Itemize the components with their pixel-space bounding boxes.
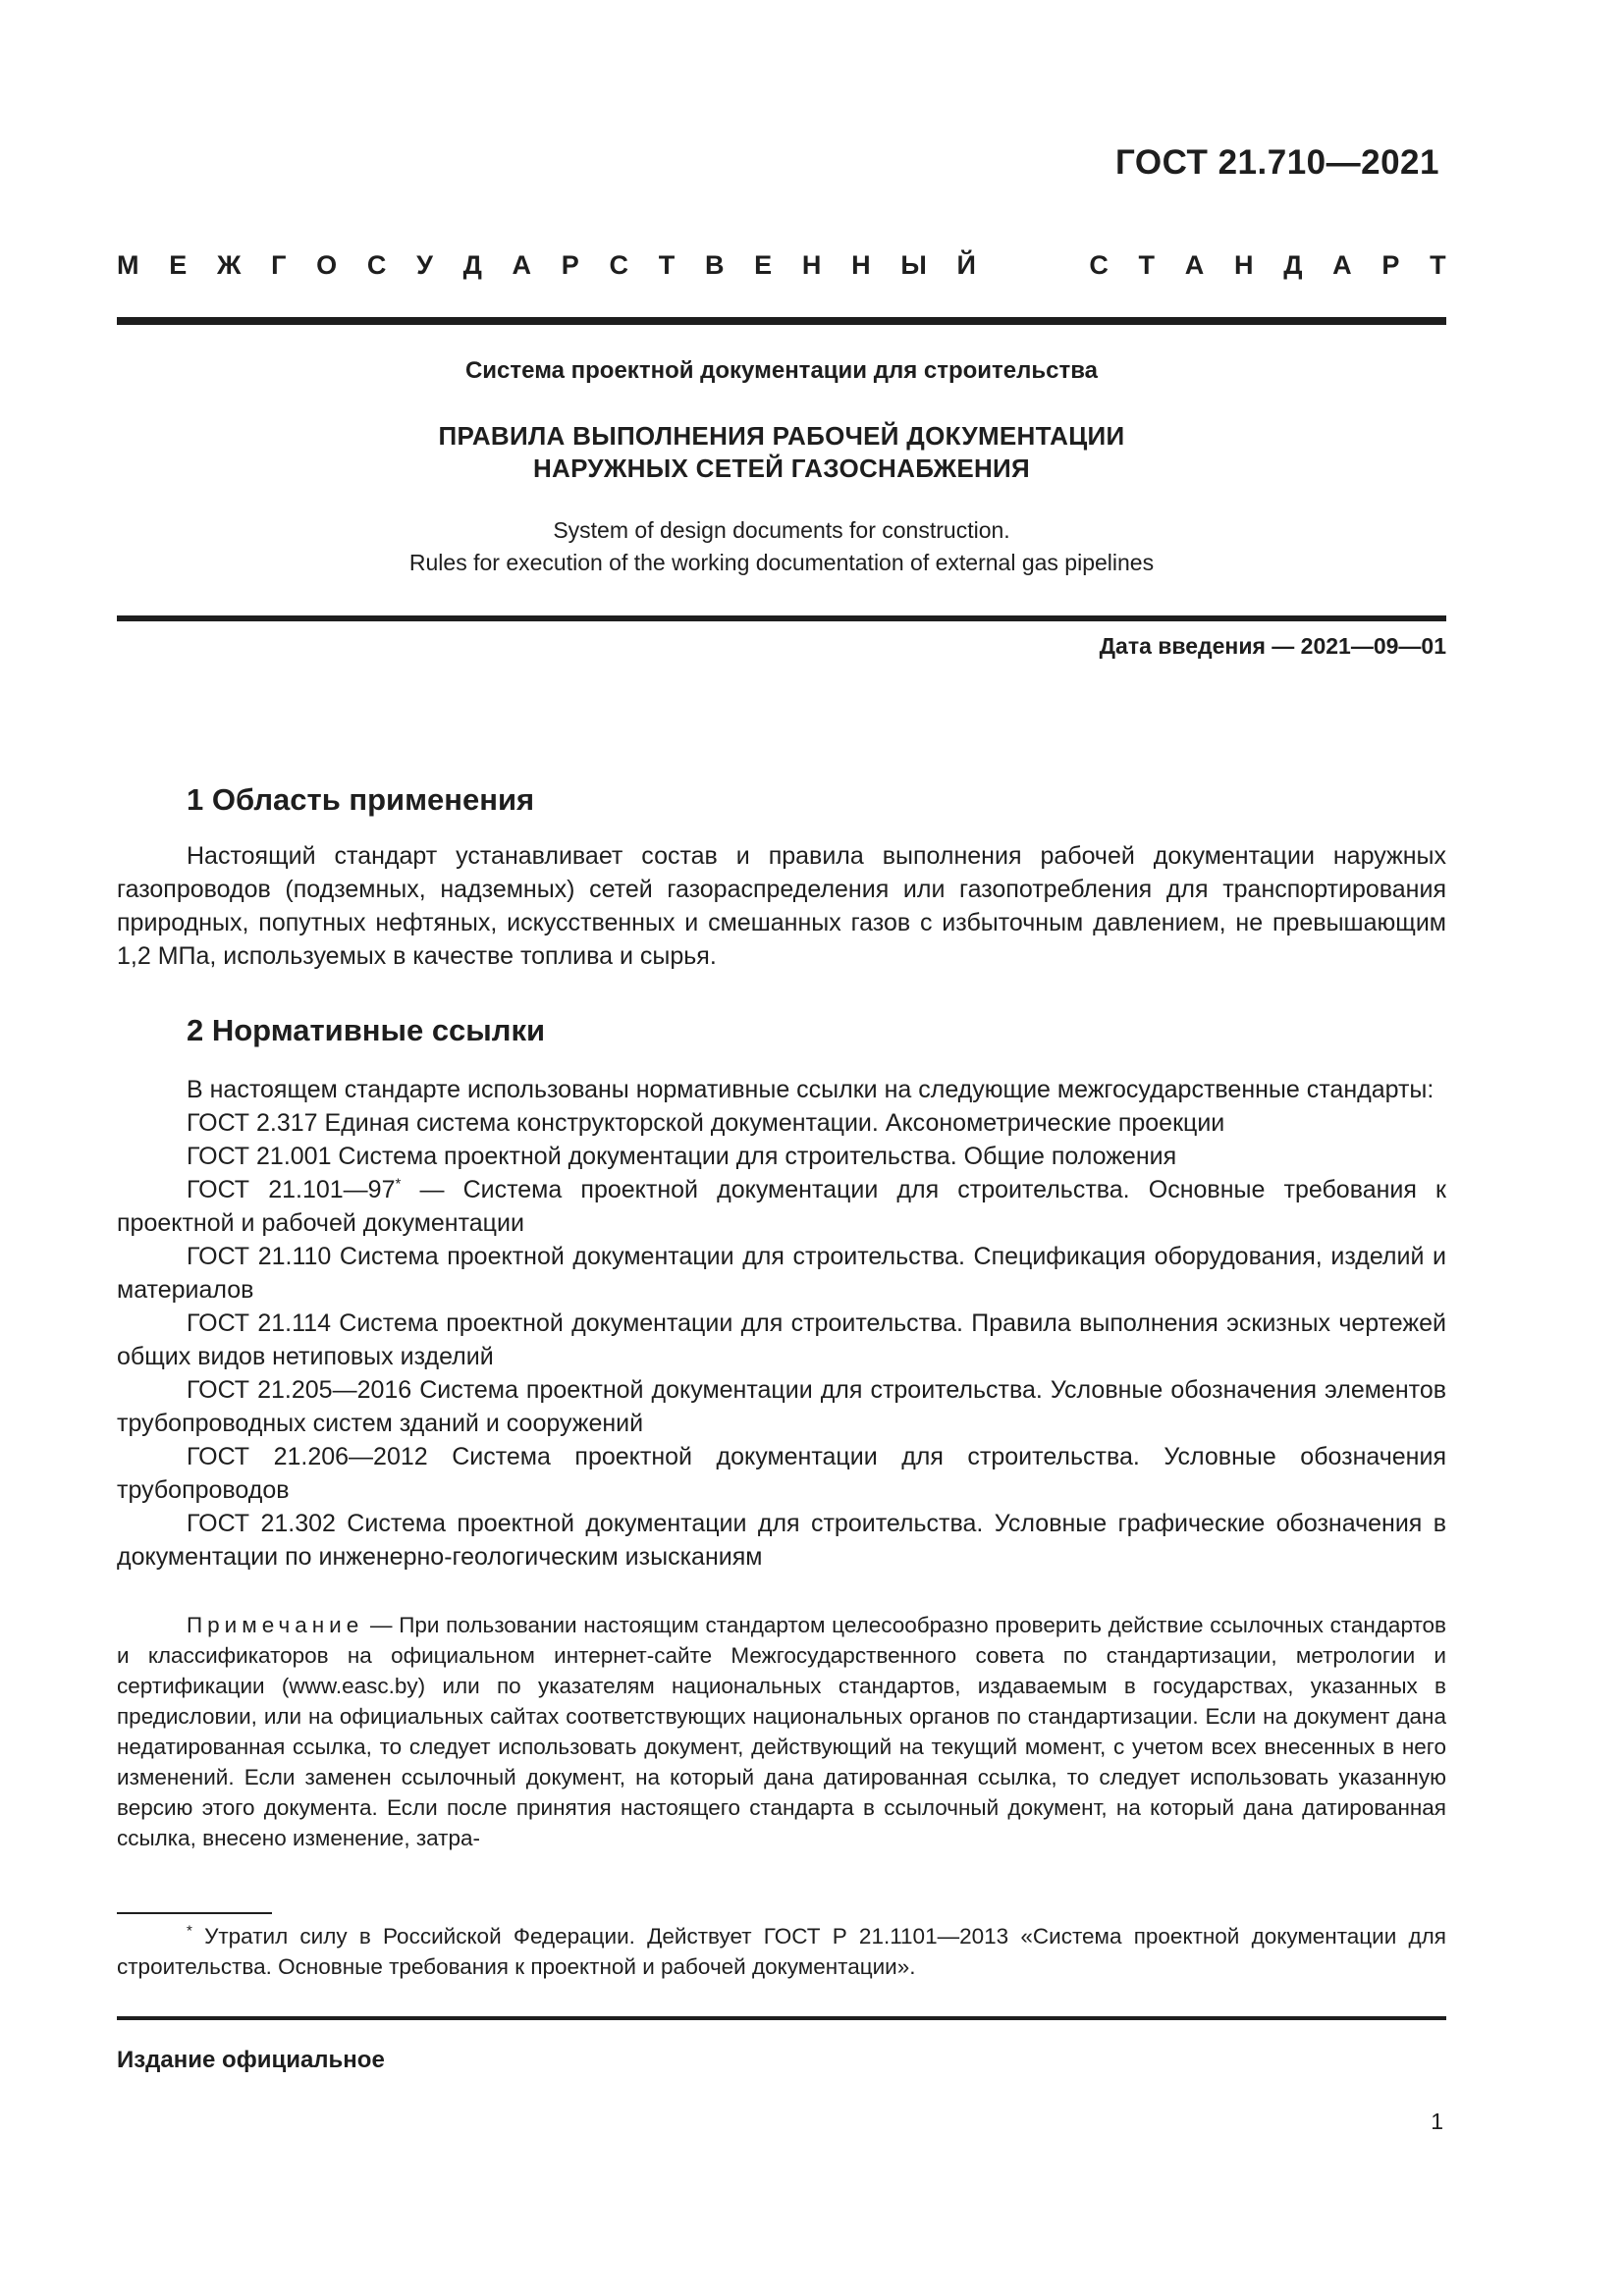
english-title-line: System of design documents for construction. [553,517,1010,543]
heading-letter: Д [1283,250,1303,280]
heading-letter: Ж [216,250,242,280]
note-label: Примечание [187,1613,364,1637]
document-title [117,420,1446,485]
heading-letter: Р [561,250,579,280]
heading-letter: А [1184,250,1205,280]
official-edition-label: Издание официальное [117,2047,385,2073]
heading-letter: Ы [900,250,927,280]
heading-letter: В [704,250,725,280]
word-gap [1006,250,1059,281]
section-1-heading: 1 Область применения [187,782,535,817]
section-2-heading: 2 Нормативные ссылки [187,1013,546,1047]
english-title [117,514,1446,579]
heading-letter: А [1332,250,1352,280]
document-number: ГОСТ 21.710—2021 [1114,143,1439,182]
interstate-standard-heading [117,250,1446,281]
heading-letter: У [416,250,433,280]
heading-letter: С [1089,250,1109,280]
heading-letter: Н [1233,250,1254,280]
heading-letter: Т [658,250,676,280]
heading-letter: М [117,250,139,280]
note-text: — При пользовании настоящим стандартом целесообразно проверить действие ссылочных стандартов и классификаторов на официальном интернет-сайте Межгосударственного совета по стандартизации, метрологии и сертификации (www.easc.by) или по указателям национальных стандартов, издаваемым в государствах, указанных в предисловии, или на официальных сайтах соответствующих национальных органов по стандартизации. Если на документ дана недатированная ссылка, то следует использовать документ, действующий на текущий момент, с учетом всех внесенных в него изменений. Если заменен ссылочный документ, на который дана датированная ссылка, то следует использовать указанную версию этого документа. Если после принятия настоящего стандарта в ссылочный документ, на который дана датированная ссылка, внесено изменение, затра- [117,1613,1446,1850]
heading-letter: Т [1138,250,1156,280]
footnote-paragraph [117,1921,1446,1982]
heading-letter: Н [851,250,871,280]
heading-letter: Т [1430,250,1446,280]
reference-text: — Система проектной документации для строительства. Основные требования к проектной и рабочей документации [117,1176,1446,1237]
reference-item [117,1173,1446,1240]
section-2-body [117,1073,1446,1574]
heading-letter: С [366,250,387,280]
heading-letter: Г [271,250,287,280]
title-line: ПРАВИЛА ВЫПОЛНЕНИЯ РАБОЧЕЙ ДОКУМЕНТАЦИИ [438,421,1125,451]
heading-letter: Р [1381,250,1400,280]
heading-letter: Е [754,250,773,280]
reference-item: ГОСТ 21.114 Система проектной документации для строительства. Правила выполнения эскизных чертежей общих видов нетиповых изделий [117,1309,1446,1370]
english-title-line: Rules for execution of the working documentation of external gas pipelines [408,550,1155,575]
top-divider [117,317,1446,325]
footnote-text: Утратил силу в Российской Федерации. Действует ГОСТ Р 21.1101—2013 «Система проектной документации для строительства. Основные требования к проектной и рабочей документации». [117,1924,1446,1979]
heading-letter: Н [801,250,822,280]
heading-letter: Д [462,250,482,280]
page-number: 1 [1431,2109,1443,2134]
footnote-separator [117,1912,272,1914]
footnote-mark: * [395,1175,402,1193]
footnote-mark: * [187,1922,192,1940]
reference-number: ГОСТ 21.101—97 [187,1176,396,1203]
heading-letter: А [512,250,532,280]
title-line: НАРУЖНЫХ СЕТЕЙ ГАЗОСНАБЖЕНИЯ [532,454,1031,483]
section-1-body [117,839,1446,973]
reference-item: ГОСТ 21.206—2012 Система проектной документации для строительства. Условные обозначения трубопроводов [117,1443,1446,1504]
reference-item: ГОСТ 21.302 Система проектной документации для строительства. Условные графические обозначения в документации по инженерно-геологическим изысканиям [117,1510,1446,1571]
reference-item: ГОСТ 21.205—2016 Система проектной документации для строительства. Условные обозначения элементов трубопроводных систем зданий и сооружений [117,1376,1446,1437]
introduction-date: Дата введения — 2021—09—01 [1099,633,1446,659]
title-divider [117,615,1446,621]
paragraph: Настоящий стандарт устанавливает состав и правила выполнения рабочей документации наружных газопроводов (подземных, надземных) сетей газораспределения или газопотребления для транспортирования природных, попутных нефтяных, искусственных и смешанных газов с избыточным давлением, не превышающим 1,2 МПа, используемых в качестве топлива и сырья. [117,842,1446,970]
paragraph: В настоящем стандарте использованы нормативные ссылки на следующие межгосударственные стандарты: [187,1076,1435,1103]
heading-letter: С [609,250,628,280]
reference-item: ГОСТ 21.110 Система проектной документации для строительства. Спецификация оборудования, изделий и материалов [117,1243,1446,1304]
reference-item: ГОСТ 21.001 Система проектной документации для строительства. Общие положения [187,1143,1177,1170]
footnote [117,1921,1446,1982]
heading-letter: Й [956,250,976,280]
heading-letter: О [316,250,338,280]
reference-item: ГОСТ 2.317 Единая система конструкторской документации. Аксонометрические проекции [187,1109,1225,1137]
heading-letter: Е [169,250,188,280]
series-title: Система проектной документации для строительства [464,357,1099,384]
bottom-divider [117,2016,1446,2020]
note-paragraph [117,1610,1446,1853]
note-block [117,1610,1446,1853]
